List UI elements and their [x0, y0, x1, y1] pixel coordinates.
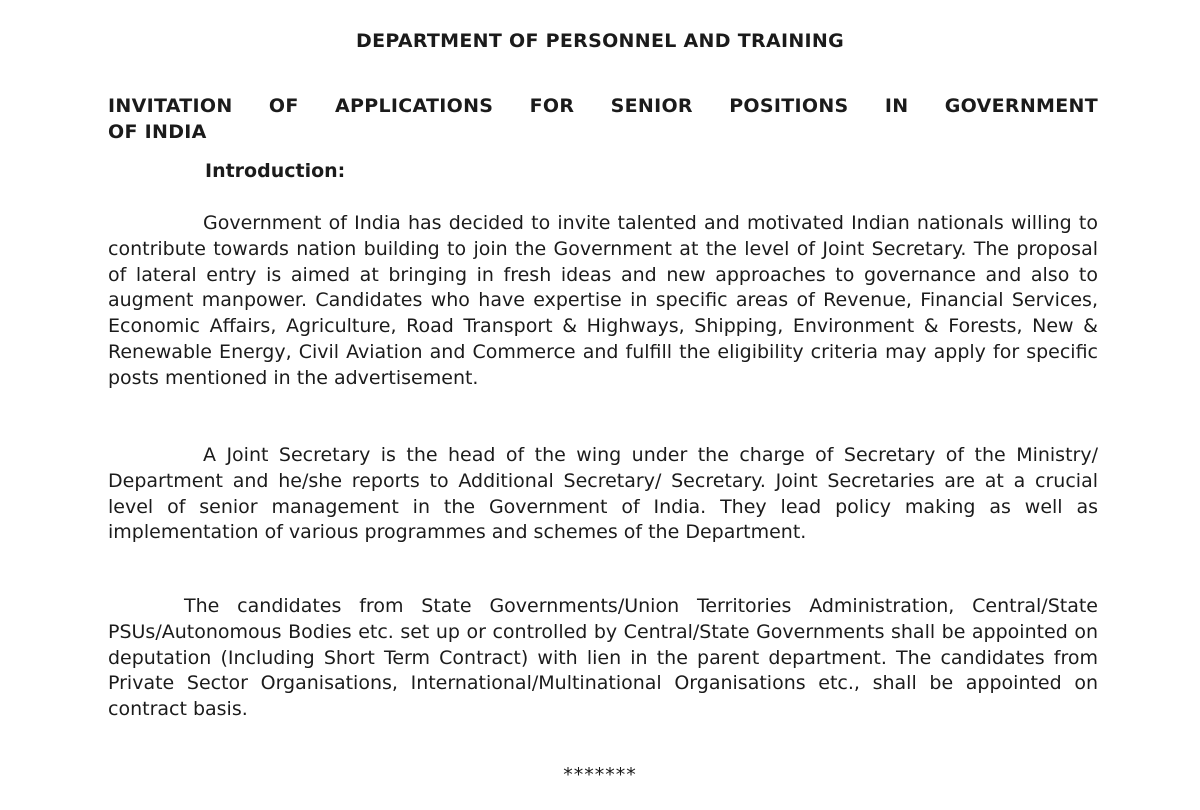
document-title-line-1: INVITATION OF APPLICATIONS FOR SENIOR POSITIONS IN GOVERNMENT [108, 95, 1098, 117]
introduction-heading: Introduction: [205, 160, 346, 182]
document-title-line-2: OF INDIA [108, 121, 207, 143]
paragraph-appointment-terms: The candidates from State Governments/Union Territories Administration, Central/State PSUs/Autonomous Bodies etc. set up or controlled by Central/State Governments shall be appointed on deputation (Including Short Term Contract) with lien in the parent department. The candidates from Private Sector Organisations, International/Multinational Organisations etc., shall be appointed on contract basis. [108, 595, 1098, 721]
paragraph-lateral-entry: Government of India has decided to invite talented and motivated Indian nationals willing to contribute towards nation building to join the Government at the level of Joint Secretary. The proposal of lateral entry is aimed at bringing in fresh ideas and new approaches to governance and also to augment manpower. Candidates who have expertise in specific areas of Revenue, Financial Services, Economic Affairs, Agriculture, Road Transport & Highways, Shipping, Environment & Forests, New & Renewable Energy, Civil Aviation and Commerce and fulfill the eligibility criteria may apply for specific posts mentioned in the advertisement. [108, 212, 1098, 389]
document-title [108, 93, 1098, 145]
department-heading: DEPARTMENT OF PERSONNEL AND TRAINING [356, 30, 844, 52]
paragraph-joint-secretary-role: A Joint Secretary is the head of the wing under the charge of Secretary of the Ministry/ Department and he/she reports to Additional Secretary/ Secretary. Joint Secretaries are at a crucial level of senior management in the Government of India. They lead policy making as well as implementation of various programmes and schemes of the Department. [108, 444, 1098, 544]
end-of-document-marker: ******* [563, 764, 637, 786]
